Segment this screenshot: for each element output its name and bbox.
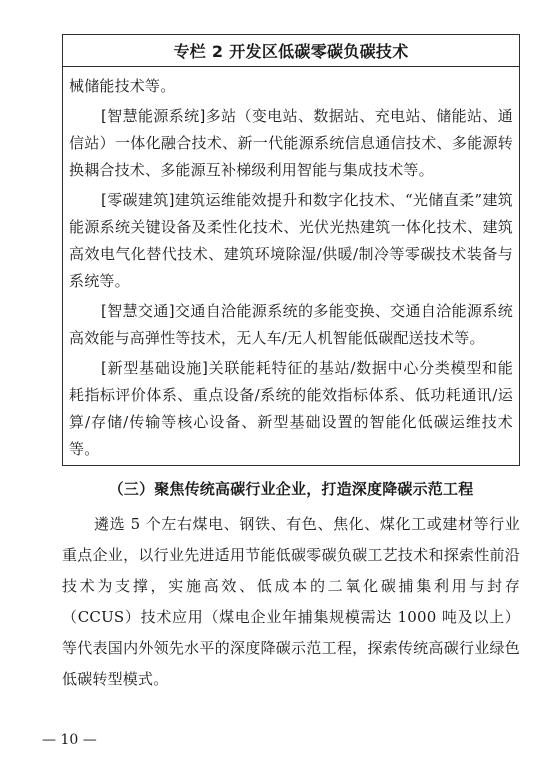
box-paragraph-smart-energy: [69, 103, 513, 184]
box-body: [63, 67, 519, 463]
sidebar-box: [62, 34, 520, 466]
paragraph-tag: [零碳建筑]: [101, 191, 175, 209]
paragraph-tag: [新型基础设施]: [101, 359, 209, 377]
paragraph-tag: [智慧交通]: [101, 302, 175, 320]
paragraph-text: 建筑运维能效提升和数字化技术、“光储直柔”建筑能源系统关键设备及柔性化技术、光伏光热建筑一体化技术、建筑高效电气化替代技术、建筑环境除湿/供暖/制冷等零碳技术装备与系统等。: [69, 191, 513, 290]
paragraph-text: 多站（变电站、数据站、充电站、储能站、通信站）一体化融合技术、新一代能源系统信息通信技术、多能源转换耦合技术、多能源互补梯级利用智能与集成技术等。: [69, 107, 513, 179]
box-paragraph-zero-carbon-building: [69, 187, 513, 295]
box-continued-text: 械储能技术等。: [69, 77, 176, 95]
paragraph-text: 关联能耗特征的基站/数据中心分类模型和能耗指标评价体系、重点设备/系统的能效指标体系、低功耗通讯/运算/存储/传输等核心设备、新型基础设置的智能化低碳运维技术等。: [69, 359, 513, 458]
box-paragraph-smart-transport: [69, 298, 513, 352]
paragraph-text: 交通自洽能源系统的多能变换、交通自洽能源系统高效能与高弹性等技术，无人车/无人机智能低碳配送技术等。: [69, 302, 514, 347]
section-body: 遴选 5 个左右煤电、钢铁、有色、焦化、煤化工或建材等行业重点企业，以行业先进适用节能低碳零碳负碳工艺技术和探索性前沿技术为支撑，实施高效、低成本的二氧化碳捕集利用与封存（CCUS）技术应用（煤电企业年捕集规模需达 1000 吨及以上）等代表国内外领先水平的深度降碳示范工程，探索传统高碳行业绿色低碳转型模式。: [62, 515, 520, 688]
page-number: — 10 —: [42, 732, 97, 748]
paragraph-tag: [智慧能源系统]: [101, 107, 206, 125]
section-heading: （三）聚焦传统高碳行业企业，打造深度降碳示范工程: [108, 480, 474, 498]
box-title: 专栏 2 开发区低碳零碳负碳技术: [63, 35, 519, 67]
box-paragraph-new-infrastructure: [69, 355, 513, 463]
